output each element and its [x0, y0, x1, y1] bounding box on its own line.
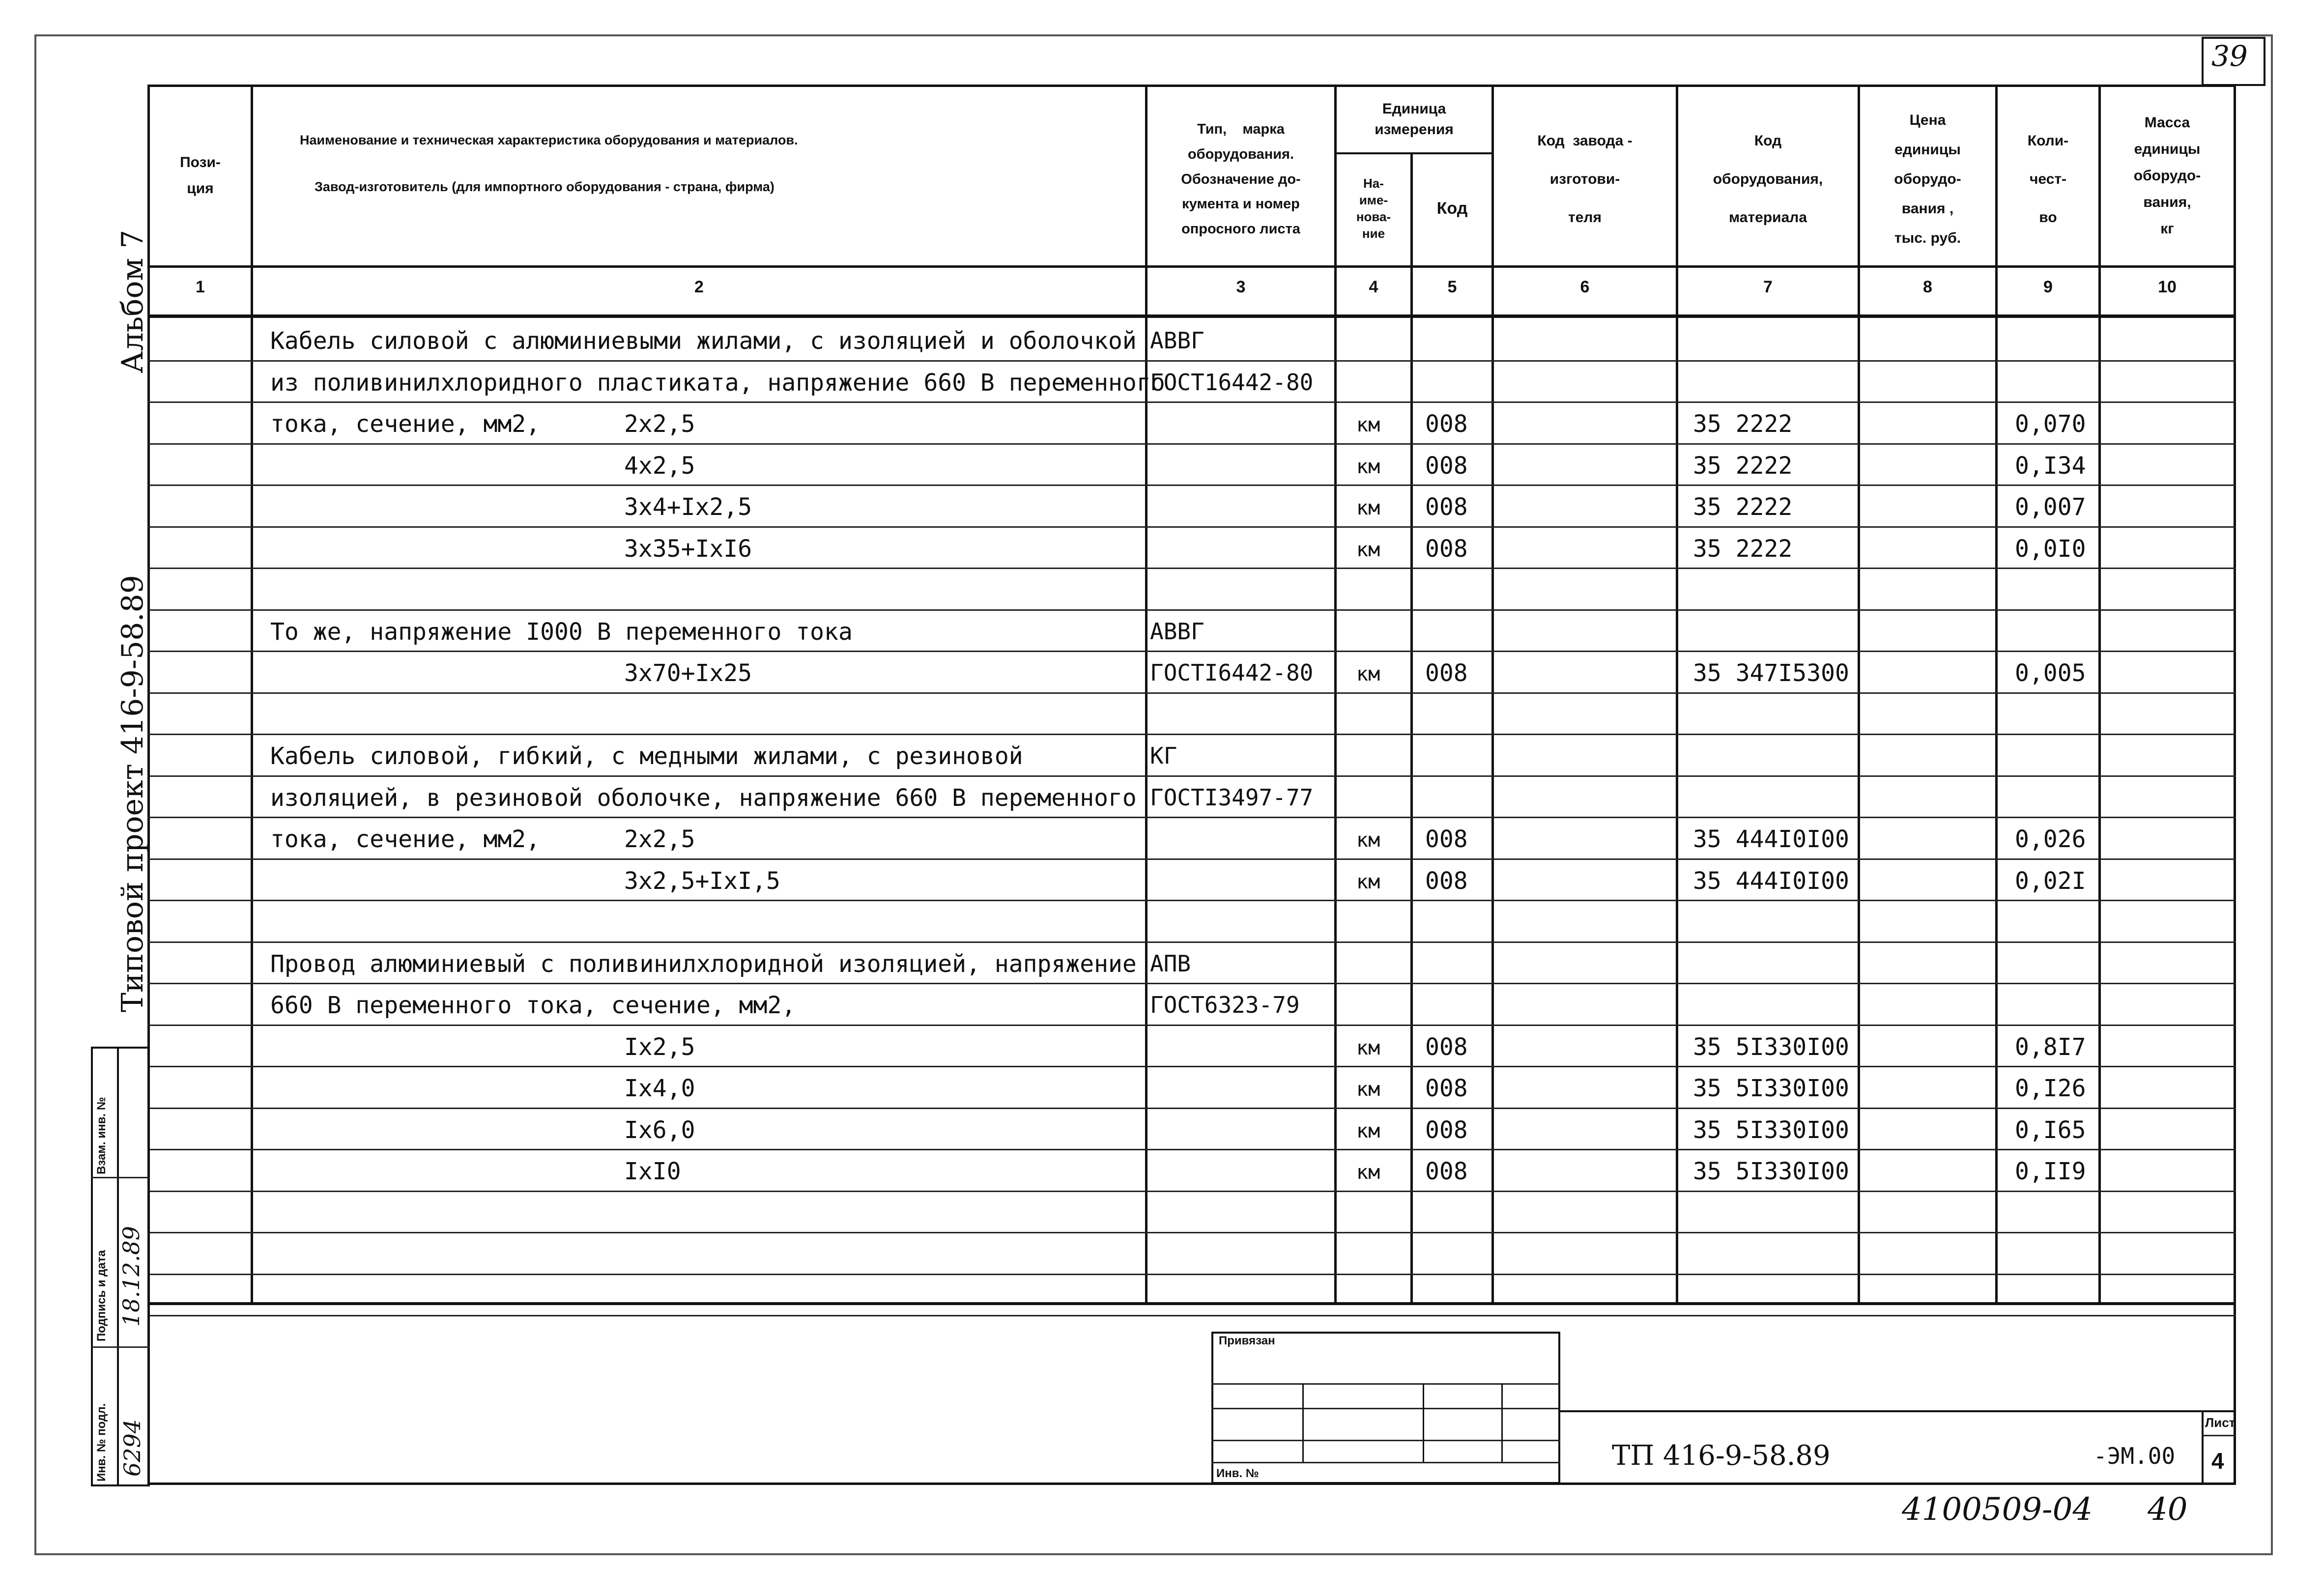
row-quantity: 0,02І	[2015, 867, 2086, 895]
row-size: Іх4,0	[624, 1075, 695, 1102]
row-unit-code: 008	[1425, 1075, 1468, 1102]
row-unit: км	[1356, 1119, 1380, 1142]
row-unit-code: 008	[1425, 452, 1468, 480]
privyazan-label: Привязан	[1219, 1334, 1275, 1347]
list-box-divider	[2202, 1435, 2236, 1436]
row-size: ІхІ0	[624, 1158, 681, 1185]
row-size: Іх2,5	[624, 1033, 695, 1061]
privyazan-vline-1	[1302, 1383, 1304, 1462]
row-equipment-code: 35 5І330І00	[1693, 1075, 1849, 1102]
list-label: Лист	[2205, 1415, 2236, 1430]
row-equipment-code: 35 444І0І00	[1693, 867, 1849, 895]
row-quantity: 0,І65	[2015, 1116, 2086, 1144]
row-equipment-code: 35 444І0І00	[1693, 826, 1849, 853]
left-stamp-line-1	[91, 1177, 150, 1178]
doc-code-text: ТП 416-9-58.89	[1612, 1440, 1831, 1472]
row-separator	[147, 443, 2236, 445]
row-unit-code: 008	[1425, 1158, 1468, 1185]
numbers-divider	[147, 314, 2236, 318]
page-number: 39	[2211, 39, 2248, 73]
row-size: 3х70+Іх25	[624, 659, 752, 687]
row-unit-code: 008	[1425, 1116, 1468, 1144]
row-type: КГ	[1150, 742, 1177, 769]
row-equipment-code: 35 5І330І00	[1693, 1158, 1849, 1185]
row-equipment-code: 35 347І5300	[1693, 659, 1849, 687]
privyazan-line-3	[1211, 1440, 1560, 1441]
row-unit: км	[1356, 538, 1380, 561]
row-unit: км	[1356, 870, 1380, 893]
row-name: 660 В переменного тока, сечение, мм2,	[270, 992, 796, 1019]
table-bottom-line	[147, 1302, 2236, 1305]
header-col3: Тип, марка оборудования. Обозначение до- кумента и номер опросного листа	[1181, 121, 1301, 237]
vzam-inv-label: Взам. инв. №	[95, 1097, 108, 1174]
row-separator	[147, 1232, 2236, 1233]
row-name: изоляцией, в резиновой оболочке, напряжение 660 В переменного	[270, 784, 1137, 812]
doc-suffix: -ЭМ.00	[2093, 1443, 2176, 1469]
row-type: ГОСТ16442-80	[1150, 369, 1314, 396]
col-line-9	[2098, 85, 2101, 1303]
row-quantity: 0,007	[2015, 493, 2086, 521]
header-col4: На- име- нова- ние	[1356, 176, 1391, 241]
row-separator	[147, 1149, 2236, 1150]
row-unit: км	[1356, 829, 1380, 852]
row-separator	[147, 1108, 2236, 1109]
row-separator	[147, 651, 2236, 652]
podpis-label: Подпись и дата	[95, 1250, 108, 1341]
row-unit-code: 008	[1425, 826, 1468, 853]
row-quantity: 0,ІІ9	[2015, 1158, 2086, 1185]
col-number-5: 5	[1447, 278, 1457, 296]
header-col9: Коли- чест- во	[2027, 133, 2069, 226]
privyazan-line-1	[1211, 1383, 1560, 1385]
row-separator	[147, 817, 2236, 818]
header-col1: Пози- ция	[180, 154, 221, 197]
col-number-4: 4	[1369, 278, 1378, 296]
col-line-4	[1410, 152, 1413, 1303]
row-separator	[147, 360, 2236, 362]
row-separator	[147, 692, 2236, 694]
header-col5: Код	[1436, 199, 1468, 218]
col-line-6	[1676, 85, 1678, 1303]
row-separator	[147, 568, 2236, 569]
unit-subheader-divider	[1334, 152, 1491, 154]
row-separator	[147, 1315, 2236, 1316]
row-separator	[147, 1274, 2236, 1275]
privyazan-line-2	[1211, 1408, 1560, 1409]
row-equipment-code: 35 2222	[1693, 535, 1793, 563]
row-size: 3х35+ІхІ6	[624, 535, 752, 563]
col-number-3: 3	[1236, 278, 1246, 296]
row-name: Кабель силовой, гибкий, с медными жилами, с резиновой	[270, 742, 1023, 770]
row-equipment-code: 35 2222	[1693, 493, 1793, 521]
row-separator	[147, 526, 2236, 528]
row-size: Іх6,0	[624, 1116, 695, 1144]
row-size: 2х2,5	[624, 826, 695, 853]
row-size: 3х4+Іх2,5	[624, 493, 752, 521]
privyazan-line-4	[1211, 1462, 1560, 1463]
row-name: тока, сечение, мм2,	[270, 410, 541, 438]
date-value: 18.12.89	[118, 1226, 144, 1327]
col-number-2: 2	[694, 278, 704, 296]
col-line-2	[1145, 85, 1147, 1303]
row-equipment-code: 35 5І330І00	[1693, 1033, 1849, 1061]
row-quantity: 0,070	[2015, 410, 2086, 438]
row-unit: км	[1356, 1078, 1380, 1101]
row-size: 3х2,5+ІхІ,5	[624, 867, 780, 895]
row-separator	[147, 858, 2236, 860]
row-separator	[147, 900, 2236, 901]
title-block-top	[1560, 1410, 2236, 1412]
row-separator	[147, 775, 2236, 777]
col-line-3	[1334, 85, 1337, 1303]
row-unit-code: 008	[1425, 493, 1468, 521]
header-col2-line2: Завод-изготовитель (для импортного оборудования - страна, фирма)	[315, 179, 774, 194]
row-type: ГОСТІ3497-77	[1150, 784, 1314, 811]
header-col7: Код оборудования, материала	[1713, 133, 1823, 226]
row-equipment-code: 35 5І330І00	[1693, 1116, 1849, 1144]
col-number-10: 10	[2158, 278, 2177, 296]
row-unit-code: 008	[1425, 410, 1468, 438]
list-box-left	[2202, 1410, 2204, 1484]
row-separator	[147, 941, 2236, 943]
row-unit: км	[1356, 455, 1380, 478]
col-number-6: 6	[1580, 278, 1590, 296]
row-quantity: 0,0І0	[2015, 535, 2086, 563]
col-number-9: 9	[2043, 278, 2053, 296]
col-number-8: 8	[1923, 278, 1932, 296]
header-units-group: Единица измерения	[1375, 100, 1454, 138]
row-type: АВВГ	[1150, 618, 1204, 645]
project-label: Типовой проект 416-9-58.89	[115, 575, 150, 1012]
inv-value: 6294	[119, 1419, 145, 1477]
privyazan-vline-3	[1501, 1383, 1503, 1462]
row-type: АПВ	[1150, 950, 1191, 977]
row-unit: км	[1356, 663, 1380, 685]
col-line-5	[1491, 85, 1494, 1303]
doc-code	[1612, 1442, 1831, 1470]
row-name: Кабель силовой с алюминиевыми жилами, с изоляцией и оболочкой	[270, 327, 1137, 355]
row-quantity: 0,005	[2015, 659, 2086, 687]
row-separator	[147, 401, 2236, 403]
header-col8: Цена единицы оборудо- вания , тыс. руб.	[1894, 112, 1961, 246]
left-stamp-line-2	[91, 1346, 150, 1348]
row-unit: км	[1356, 1036, 1380, 1059]
col-line-8	[1995, 85, 1998, 1303]
row-separator	[147, 1191, 2236, 1192]
col-number-1: 1	[196, 278, 205, 296]
album-label: Альбом 7	[115, 229, 150, 373]
row-name: Провод алюминиевый с поливинилхлоридной изоляцией, напряжение	[270, 950, 1137, 978]
row-separator	[147, 1025, 2236, 1026]
row-size: 4х2,5	[624, 452, 695, 480]
inv-podl-label: Инв. № подл.	[95, 1403, 108, 1482]
row-size: 2х2,5	[624, 410, 695, 438]
col-line-1	[251, 85, 253, 1303]
col-number-7: 7	[1763, 278, 1773, 296]
row-unit: км	[1356, 497, 1380, 519]
row-type: ГОСТ6323-79	[1150, 992, 1300, 1018]
row-quantity: 0,8І7	[2015, 1033, 2086, 1061]
row-type: АВВГ	[1150, 327, 1204, 354]
row-separator	[147, 734, 2236, 735]
inv-no-label: Инв. №	[1216, 1467, 1259, 1480]
row-type: ГОСТІ6442-80	[1150, 659, 1314, 686]
row-unit: км	[1356, 414, 1380, 436]
header-col6: Код завода - изготови- теля	[1537, 133, 1633, 226]
row-quantity: 0,026	[2015, 826, 2086, 853]
footer-code: 4100509-04	[1902, 1491, 2093, 1528]
row-unit-code: 008	[1425, 659, 1468, 687]
row-unit: км	[1356, 1161, 1380, 1184]
row-separator	[147, 1066, 2236, 1067]
row-quantity: 0,І26	[2015, 1075, 2086, 1102]
col-line-7	[1858, 85, 1860, 1303]
row-name: из поливинилхлоридного пластиката, напряжение 660 В переменного	[270, 369, 1165, 397]
row-separator	[147, 983, 2236, 984]
header-divider	[147, 265, 2236, 268]
row-separator	[147, 609, 2236, 611]
row-name: То же, напряжение І000 В переменного тока	[270, 618, 853, 646]
row-equipment-code: 35 2222	[1693, 452, 1793, 480]
row-unit-code: 008	[1425, 867, 1468, 895]
header-col10: Масса единицы оборудо- вания, кг	[2133, 114, 2201, 237]
footer-number: 40	[2148, 1491, 2188, 1528]
row-unit-code: 008	[1425, 1033, 1468, 1061]
row-unit-code: 008	[1425, 535, 1468, 563]
header-col2-line1: Наименование и техническая характеристика оборудования и материалов.	[300, 133, 798, 147]
row-name: тока, сечение, мм2,	[270, 826, 541, 853]
list-value: 4	[2211, 1448, 2224, 1474]
row-quantity: 0,І34	[2015, 452, 2086, 480]
privyazan-vline-2	[1423, 1383, 1424, 1462]
row-equipment-code: 35 2222	[1693, 410, 1793, 438]
row-separator	[147, 484, 2236, 486]
